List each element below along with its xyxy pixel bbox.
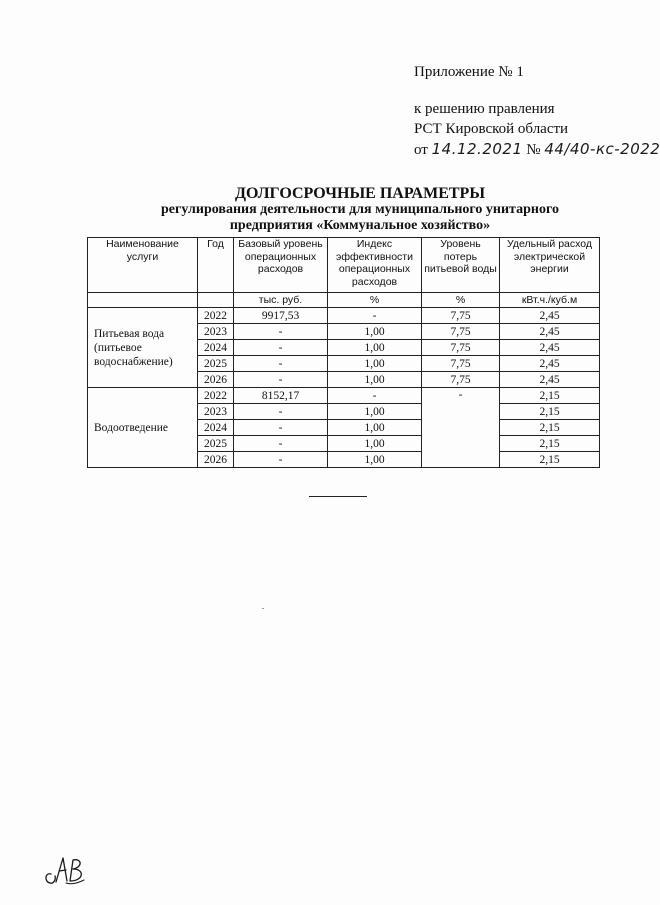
header-water-losses: Уровень потерь питьевой воды — [422, 238, 500, 293]
table-units-row — [88, 293, 600, 308]
year-cell: 2024 — [198, 340, 234, 356]
table-row — [88, 388, 600, 404]
efficiency-cell: 1,00 — [328, 436, 422, 452]
efficiency-cell: - — [328, 308, 422, 324]
losses-cell: 7,75 — [422, 372, 500, 388]
header-year: Год — [198, 238, 234, 293]
year-cell: 2026 — [198, 372, 234, 388]
base-opex-cell: 8152,17 — [234, 388, 328, 404]
unit-cell: кВт.ч./куб.м — [500, 293, 600, 308]
energy-cell: 2,15 — [500, 436, 600, 452]
base-opex-cell: 9917,53 — [234, 308, 328, 324]
header-efficiency-index: Индекс эффективности операционных расходов — [328, 238, 422, 293]
end-divider — [309, 496, 367, 497]
efficiency-cell: 1,00 — [328, 404, 422, 420]
service-name-drinking-water: Питьевая вода (питьевое водоснабжение) — [88, 308, 198, 388]
appendix-date-number-line — [414, 139, 660, 160]
table-row — [88, 308, 600, 324]
year-cell: 2026 — [198, 452, 234, 468]
efficiency-cell: 1,00 — [328, 420, 422, 436]
energy-cell: 2,15 — [500, 388, 600, 404]
base-opex-cell: - — [234, 340, 328, 356]
energy-cell: 2,45 — [500, 372, 600, 388]
losses-cell: 7,75 — [422, 324, 500, 340]
number-prefix: № — [526, 142, 541, 158]
decision-date: 14.12.2021 — [431, 140, 523, 158]
base-opex-cell: - — [234, 452, 328, 468]
base-opex-cell: - — [234, 324, 328, 340]
decision-number: 44/40-кс-2022 — [544, 140, 660, 158]
year-cell: 2022 — [198, 388, 234, 404]
energy-cell: 2,45 — [500, 340, 600, 356]
energy-cell: 2,15 — [500, 404, 600, 420]
year-cell: 2023 — [198, 404, 234, 420]
unit-cell — [88, 293, 198, 308]
appendix-authority-line: РСТ Кировской области — [414, 121, 569, 137]
losses-cell: 7,75 — [422, 340, 500, 356]
base-opex-cell: - — [234, 356, 328, 372]
heading-line-1: ДОЛГОСРОЧНЫЕ ПАРАМЕТРЫ — [234, 185, 486, 202]
document-heading — [80, 186, 640, 234]
base-opex-cell: - — [234, 420, 328, 436]
efficiency-cell: 1,00 — [328, 372, 422, 388]
efficiency-cell: 1,00 — [328, 340, 422, 356]
losses-cell: 7,75 — [422, 308, 500, 324]
energy-cell: 2,45 — [500, 356, 600, 372]
energy-cell: 2,45 — [500, 324, 600, 340]
year-cell: 2024 — [198, 420, 234, 436]
table-header-row — [88, 238, 600, 293]
appendix-title: Приложение № 1 — [414, 64, 524, 80]
unit-cell: % — [422, 293, 500, 308]
scan-speck — [262, 608, 264, 609]
base-opex-cell: - — [234, 404, 328, 420]
appendix-block — [414, 62, 660, 160]
service-name-wastewater: Водоотведение — [88, 388, 198, 468]
energy-cell: 2,15 — [500, 452, 600, 468]
energy-cell: 2,45 — [500, 308, 600, 324]
header-service: Наименование услуги — [88, 238, 198, 293]
year-cell: 2025 — [198, 436, 234, 452]
efficiency-cell: - — [328, 388, 422, 404]
year-cell: 2023 — [198, 324, 234, 340]
unit-cell: тыс. руб. — [234, 293, 328, 308]
efficiency-cell: 1,00 — [328, 356, 422, 372]
base-opex-cell: - — [234, 372, 328, 388]
base-opex-cell: - — [234, 436, 328, 452]
heading-line-3: предприятия «Коммунальное хозяйство» — [229, 218, 491, 233]
year-cell: 2022 — [198, 308, 234, 324]
unit-cell — [198, 293, 234, 308]
losses-cell: 7,75 — [422, 356, 500, 372]
from-prefix: от — [414, 142, 428, 158]
header-base-opex: Базовый уровень операционных расходов — [234, 238, 328, 293]
efficiency-cell: 1,00 — [328, 324, 422, 340]
losses-cell-merged: - — [422, 388, 500, 468]
efficiency-cell: 1,00 — [328, 452, 422, 468]
heading-line-2: регулирования деятельности для муниципального унитарного — [161, 202, 559, 217]
year-cell: 2025 — [198, 356, 234, 372]
appendix-decision-line: к решению правления — [414, 101, 555, 117]
parameters-table — [87, 237, 600, 468]
header-energy-consumption: Удельный расход электрической энергии — [500, 238, 600, 293]
energy-cell: 2,15 — [500, 420, 600, 436]
handwritten-signature — [42, 852, 88, 888]
unit-cell: % — [328, 293, 422, 308]
